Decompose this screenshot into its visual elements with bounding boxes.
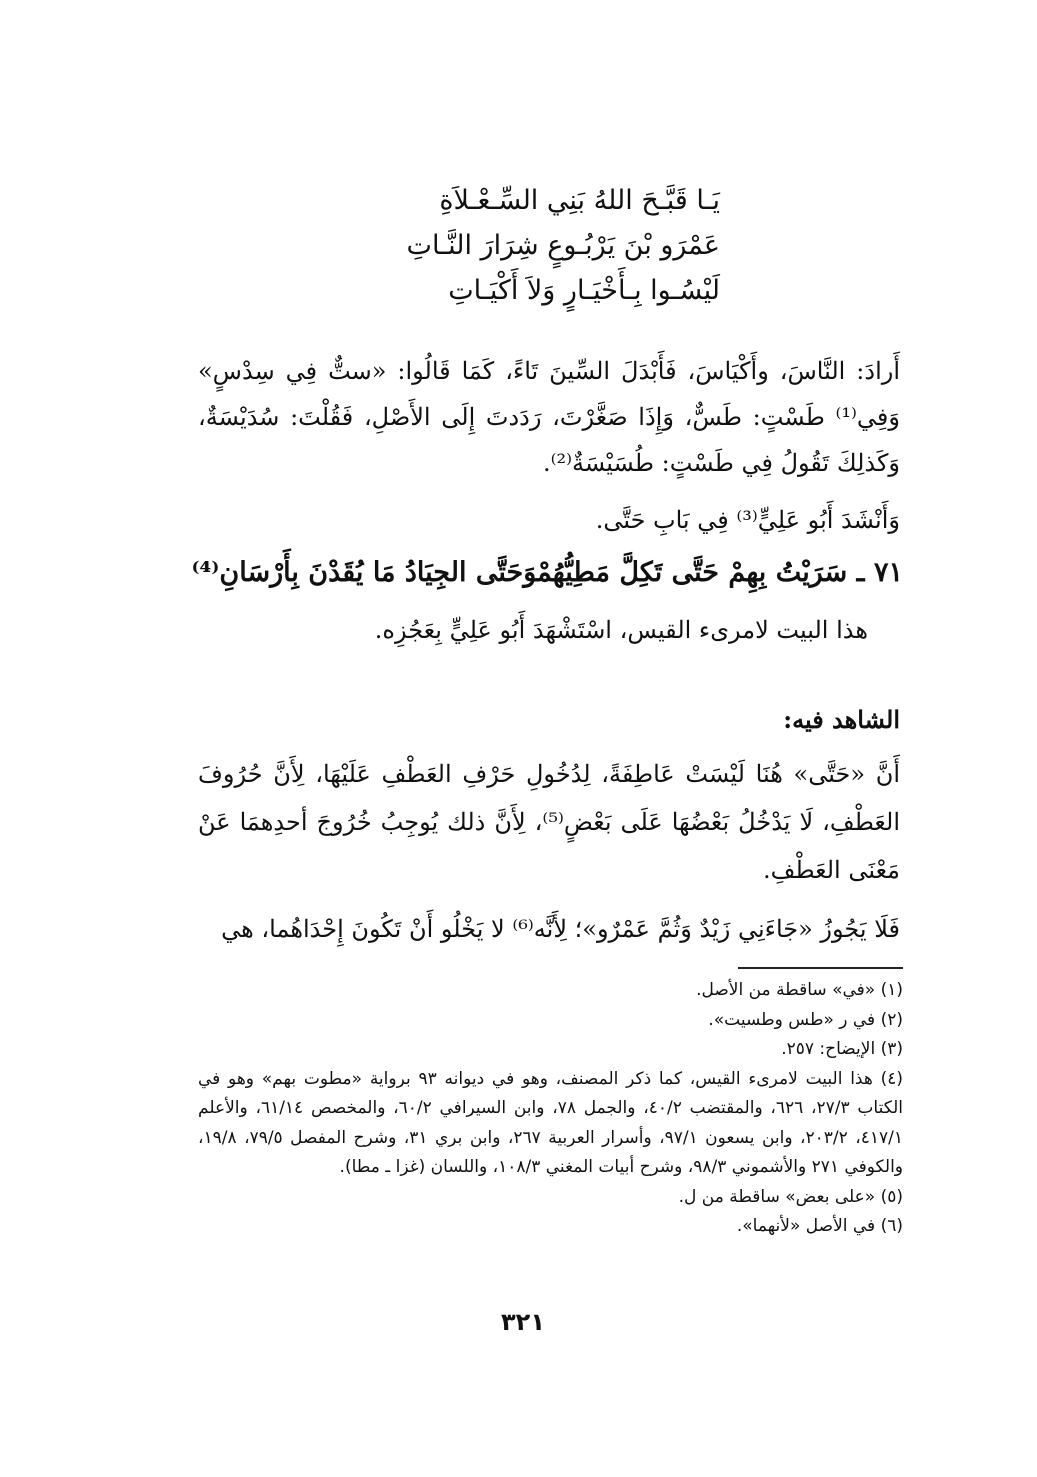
section-heading: الشاهد فيه: [783, 705, 900, 734]
page-number: ٣٢١ [501, 1308, 545, 1336]
footnote: (٢) في ر «طس وطسيت». [708, 1009, 903, 1030]
recitation-line: وَأَنْشَدَ أَبُو عَلِيٍّ⁽³⁾ فِي بَابِ حَتَّى. [595, 506, 900, 534]
verse-second-hemistich: وَحَتَّى الجِيَادُ مَا يُقَدْنَ بِأَرْسَانِ⁽⁴⁾ [191, 557, 538, 588]
footnote-divider [738, 967, 903, 969]
footnotes [198, 976, 903, 1242]
footnote: (٣) الإيضاح: ٢٥٧. [781, 1039, 903, 1059]
poem-verse: عَمْرَو بْنَ يَرْبُـوعٍ شِرَارَ النَّـاتِ [406, 230, 720, 261]
footnote: (٤) هذا البيت لامرىء القيس، كما ذكر المصنف، وهو في ديوانه ٩٣ برواية «مطوت بهم» وهو في الكتاب ٢٧/٣، ٦٢٦، والمقتضب ٤٠/٢، والجمل ٧٨، وابن السيرافي ٦٠/٢، والمخصص ٦١/١٤، والأعلم ٤١٧/١، ٢٠٣/٢، وابن يسعون ٩٧/١، وأسرار العربية ٢٦٧، وابن بري ٣١، وشرح المفصل ٧٩/٥، ١٩/٨، والكوفي ٢٧١ والأشموني ٩٨/٣، وشرح أبيات المغني ١٠٨/٣، واللسان (غزا ـ مطا). [198, 1068, 904, 1177]
evidence-paragraph: أَنَّ «حَتَّى» هُنَا لَيْسَتْ عَاطِفَةً، لِدُخُولِ حَرْفِ العَطْفِ عَلَيْهَا، لِأَنَّ حُرُوفَ العَطْفِ، لَا يَدْخُلُ بَعْضُهَا عَلَى بَعْضٍ⁽⁵⁾، لِأَنَّ ذلك يُوجِبُ خُرُوجَ أحدِهمَا عَنْ مَعْنَى العَطْفِ. [198, 760, 900, 884]
verse-first-hemistich: ٧١ ـ سَرَيْتُ بِهِمْ حَتَّى تَكِلَّ مَطِيُّهُمْ [537, 557, 903, 588]
explanation-paragraph: أَرادَ: النَّاسَ، وأَكْيَاسَ، فَأَبْدَلَ السِّينَ تَاءً، كَمَا قَالُوا: «ستٌّ فِي سِدْسٍ» وَفِي⁽¹⁾ طَسْتٍ: طَسٌّ، وَإِذَا صَغَّرْتَ، رَدَدتَ إِلَى الأَصْلِ، فَقُلْتَ: سُدَيْسَةٌ، وَكَذلِكَ تَقُولُ فِي طَسْتٍ: طُسَيْسَةٌ⁽²⁾. [198, 357, 900, 477]
poem-verse: لَيْسُـوا بِـأَخْيَـارٍ وَلاَ أَكْيَـاتِ [448, 275, 720, 306]
poem-block [320, 178, 720, 313]
footnote: (١) «في» ساقطة من الأصل. [696, 980, 903, 1000]
poem-verse: يَـا قَبَّـحَ اللهُ بَنِي السِّـعْـلاَةِ [439, 185, 720, 216]
continuation-paragraph: فَلَا يَجُوزُ «جَاءَنِي زَيْدٌ وَثُمَّ عَمْرٌو»؛ لِأَنَّه⁽⁶⁾ لا يَخْلُو أَنْ تَكُونَ إِحْدَاهُما، هي [221, 915, 900, 943]
footnote: (٦) في الأصل «لأنهما». [736, 1216, 903, 1236]
footnote: (٥) «على بعض» ساقطة من ل. [678, 1186, 903, 1207]
verse-71 [191, 548, 903, 598]
attribution-line: هذا البيت لامرىء القيس، اسْتَشْهَدَ أَبُو عَلِيٍّ بِعَجُزِه. [374, 616, 868, 644]
